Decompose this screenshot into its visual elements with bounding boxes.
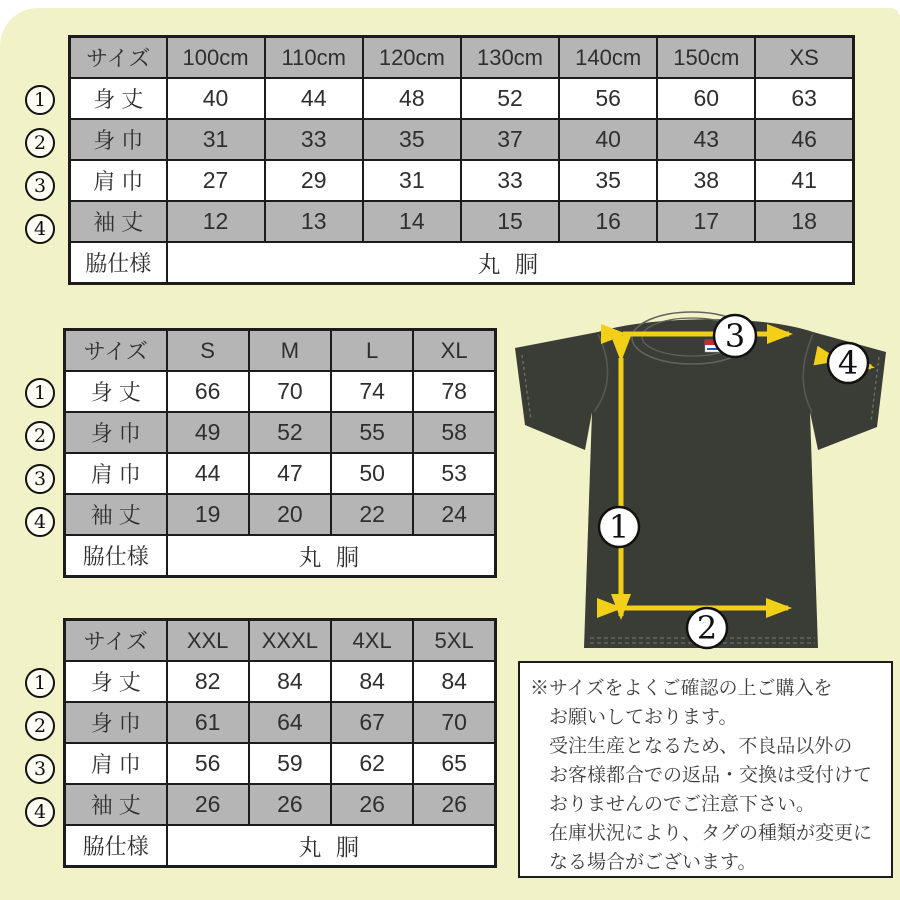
size-table <box>68 35 855 285</box>
row-marker-2: 2 <box>25 421 55 451</box>
footer-label: 脇仕様 <box>70 242 167 284</box>
size-value: 64 <box>249 702 331 743</box>
row-label: 身 巾 <box>65 702 167 743</box>
header-row <box>65 330 496 372</box>
row-label: 肩 巾 <box>65 453 167 494</box>
footer-value: 丸 胴 <box>167 242 854 284</box>
size-column-header: 4XL <box>331 620 413 662</box>
size-column-header: L <box>331 330 413 372</box>
size-value: 33 <box>265 119 363 160</box>
size-table <box>63 328 497 578</box>
row-label: 袖 丈 <box>65 494 167 535</box>
size-value: 26 <box>331 784 413 825</box>
size-value: 40 <box>167 78 265 119</box>
size-column-header: M <box>249 330 331 372</box>
size-value: 20 <box>249 494 331 535</box>
note-line: 受注生産となるため、不良品以外の <box>549 736 853 757</box>
size-value: 50 <box>331 453 413 494</box>
size-value: 84 <box>249 661 331 702</box>
row-label: 肩 巾 <box>65 743 167 784</box>
measure-row <box>65 702 496 743</box>
row-marker-4: 4 <box>25 214 55 244</box>
row-label: 身 丈 <box>65 371 167 412</box>
note-line: お客様都合での返品・交換は受付けて <box>549 765 873 786</box>
size-column-header: 150cm <box>657 37 755 79</box>
measure-row <box>70 160 854 201</box>
size-value: 22 <box>331 494 413 535</box>
arrow-label-3 <box>714 315 756 357</box>
svg-text:2: 2 <box>696 609 718 647</box>
arrow-label-1 <box>599 507 639 547</box>
size-value: 35 <box>363 119 461 160</box>
size-value: 44 <box>167 453 249 494</box>
svg-text:4: 4 <box>837 344 859 382</box>
footer-label: 脇仕様 <box>65 535 167 577</box>
measure-row <box>65 494 496 535</box>
size-value: 41 <box>755 160 853 201</box>
size-value: 65 <box>413 743 495 784</box>
row-label: 袖 丈 <box>65 784 167 825</box>
size-value: 58 <box>413 412 495 453</box>
size-value: 52 <box>461 78 559 119</box>
row-label: 身 巾 <box>70 119 167 160</box>
svg-text:3: 3 <box>724 317 746 355</box>
size-chart-xxl-5xl <box>25 618 497 868</box>
size-value: 29 <box>265 160 363 201</box>
size-value: 67 <box>331 702 413 743</box>
row-label: 身 丈 <box>65 661 167 702</box>
size-value: 62 <box>331 743 413 784</box>
size-value: 12 <box>167 201 265 242</box>
size-header-label: サイズ <box>70 37 167 79</box>
row-label: 身 巾 <box>65 412 167 453</box>
header-row <box>65 620 496 662</box>
size-header-label: サイズ <box>65 620 167 662</box>
row-marker-1: 1 <box>25 668 55 698</box>
size-chart-s-xl <box>25 328 497 578</box>
note-line: 在庫状況により、タグの種類が変更に <box>549 823 873 844</box>
note-line: おりませんのでご注意下さい。 <box>549 794 816 815</box>
size-value: 33 <box>461 160 559 201</box>
size-value: 38 <box>657 160 755 201</box>
size-chart-kids-xs <box>25 35 855 285</box>
footer-value: 丸 胴 <box>167 535 496 577</box>
footer-label: 脇仕様 <box>65 825 167 867</box>
size-value: 78 <box>413 371 495 412</box>
size-value: 31 <box>363 160 461 201</box>
size-value: 49 <box>167 412 249 453</box>
size-column-header: 120cm <box>363 37 461 79</box>
row-label: 身 丈 <box>70 78 167 119</box>
size-value: 18 <box>755 201 853 242</box>
size-value: 82 <box>167 661 249 702</box>
purchase-note-box <box>518 661 893 878</box>
row-marker-1: 1 <box>25 378 55 408</box>
size-value: 63 <box>755 78 853 119</box>
footer-row <box>70 242 854 284</box>
size-value: 19 <box>167 494 249 535</box>
size-value: 43 <box>657 119 755 160</box>
measure-row <box>65 412 496 453</box>
size-value: 27 <box>167 160 265 201</box>
size-column-header: 5XL <box>413 620 495 662</box>
measure-row <box>70 119 854 160</box>
row-marker-2: 2 <box>25 711 55 741</box>
measure-row <box>65 371 496 412</box>
note-line: ※サイズをよくご確認の上ご購入を <box>530 678 833 699</box>
row-marker-4: 4 <box>25 507 55 537</box>
size-value: 84 <box>413 661 495 702</box>
footer-row <box>65 535 496 577</box>
size-value: 48 <box>363 78 461 119</box>
size-value: 46 <box>755 119 853 160</box>
size-value: 53 <box>413 453 495 494</box>
size-table <box>63 618 497 868</box>
size-value: 26 <box>167 784 249 825</box>
row-marker-2: 2 <box>25 128 55 158</box>
size-value: 37 <box>461 119 559 160</box>
size-value: 56 <box>167 743 249 784</box>
svg-text:1: 1 <box>608 508 630 546</box>
measure-row <box>70 201 854 242</box>
row-label: 袖 丈 <box>70 201 167 242</box>
size-column-header: 130cm <box>461 37 559 79</box>
arrow-label-4 <box>828 343 868 383</box>
size-header-label: サイズ <box>65 330 167 372</box>
size-value: 44 <box>265 78 363 119</box>
measure-row <box>70 78 854 119</box>
row-marker-3: 3 <box>25 464 55 494</box>
note-line: お願いしております。 <box>549 707 738 728</box>
size-value: 84 <box>331 661 413 702</box>
size-value: 13 <box>265 201 363 242</box>
size-value: 56 <box>559 78 657 119</box>
size-value: 24 <box>413 494 495 535</box>
measure-row <box>65 784 496 825</box>
measure-row <box>65 453 496 494</box>
size-value: 70 <box>249 371 331 412</box>
row-marker-3: 3 <box>25 754 55 784</box>
arrow-label-2 <box>687 608 727 648</box>
size-column-header: XS <box>755 37 853 79</box>
size-column-header: 140cm <box>559 37 657 79</box>
size-value: 74 <box>331 371 413 412</box>
size-value: 15 <box>461 201 559 242</box>
footer-row <box>65 825 496 867</box>
size-value: 35 <box>559 160 657 201</box>
size-column-header: XL <box>413 330 495 372</box>
size-value: 40 <box>559 119 657 160</box>
row-marker-4: 4 <box>25 797 55 827</box>
size-value: 52 <box>249 412 331 453</box>
size-value: 26 <box>249 784 331 825</box>
size-value: 14 <box>363 201 461 242</box>
tshirt-measure-diagram <box>505 300 900 660</box>
size-value: 26 <box>413 784 495 825</box>
size-value: 17 <box>657 201 755 242</box>
row-marker-1: 1 <box>25 85 55 115</box>
size-value: 70 <box>413 702 495 743</box>
row-marker-3: 3 <box>25 171 55 201</box>
size-value: 31 <box>167 119 265 160</box>
footer-value: 丸 胴 <box>167 825 496 867</box>
size-value: 60 <box>657 78 755 119</box>
measure-row <box>65 743 496 784</box>
size-value: 61 <box>167 702 249 743</box>
size-column-header: 110cm <box>265 37 363 79</box>
size-column-header: S <box>167 330 249 372</box>
size-value: 55 <box>331 412 413 453</box>
size-column-header: 100cm <box>167 37 265 79</box>
header-row <box>70 37 854 79</box>
size-value: 66 <box>167 371 249 412</box>
size-column-header: XXL <box>167 620 249 662</box>
note-line: なる場合がございます。 <box>549 852 757 873</box>
measure-row <box>65 661 496 702</box>
size-value: 59 <box>249 743 331 784</box>
size-value: 16 <box>559 201 657 242</box>
size-column-header: XXXL <box>249 620 331 662</box>
row-label: 肩 巾 <box>70 160 167 201</box>
size-value: 47 <box>249 453 331 494</box>
